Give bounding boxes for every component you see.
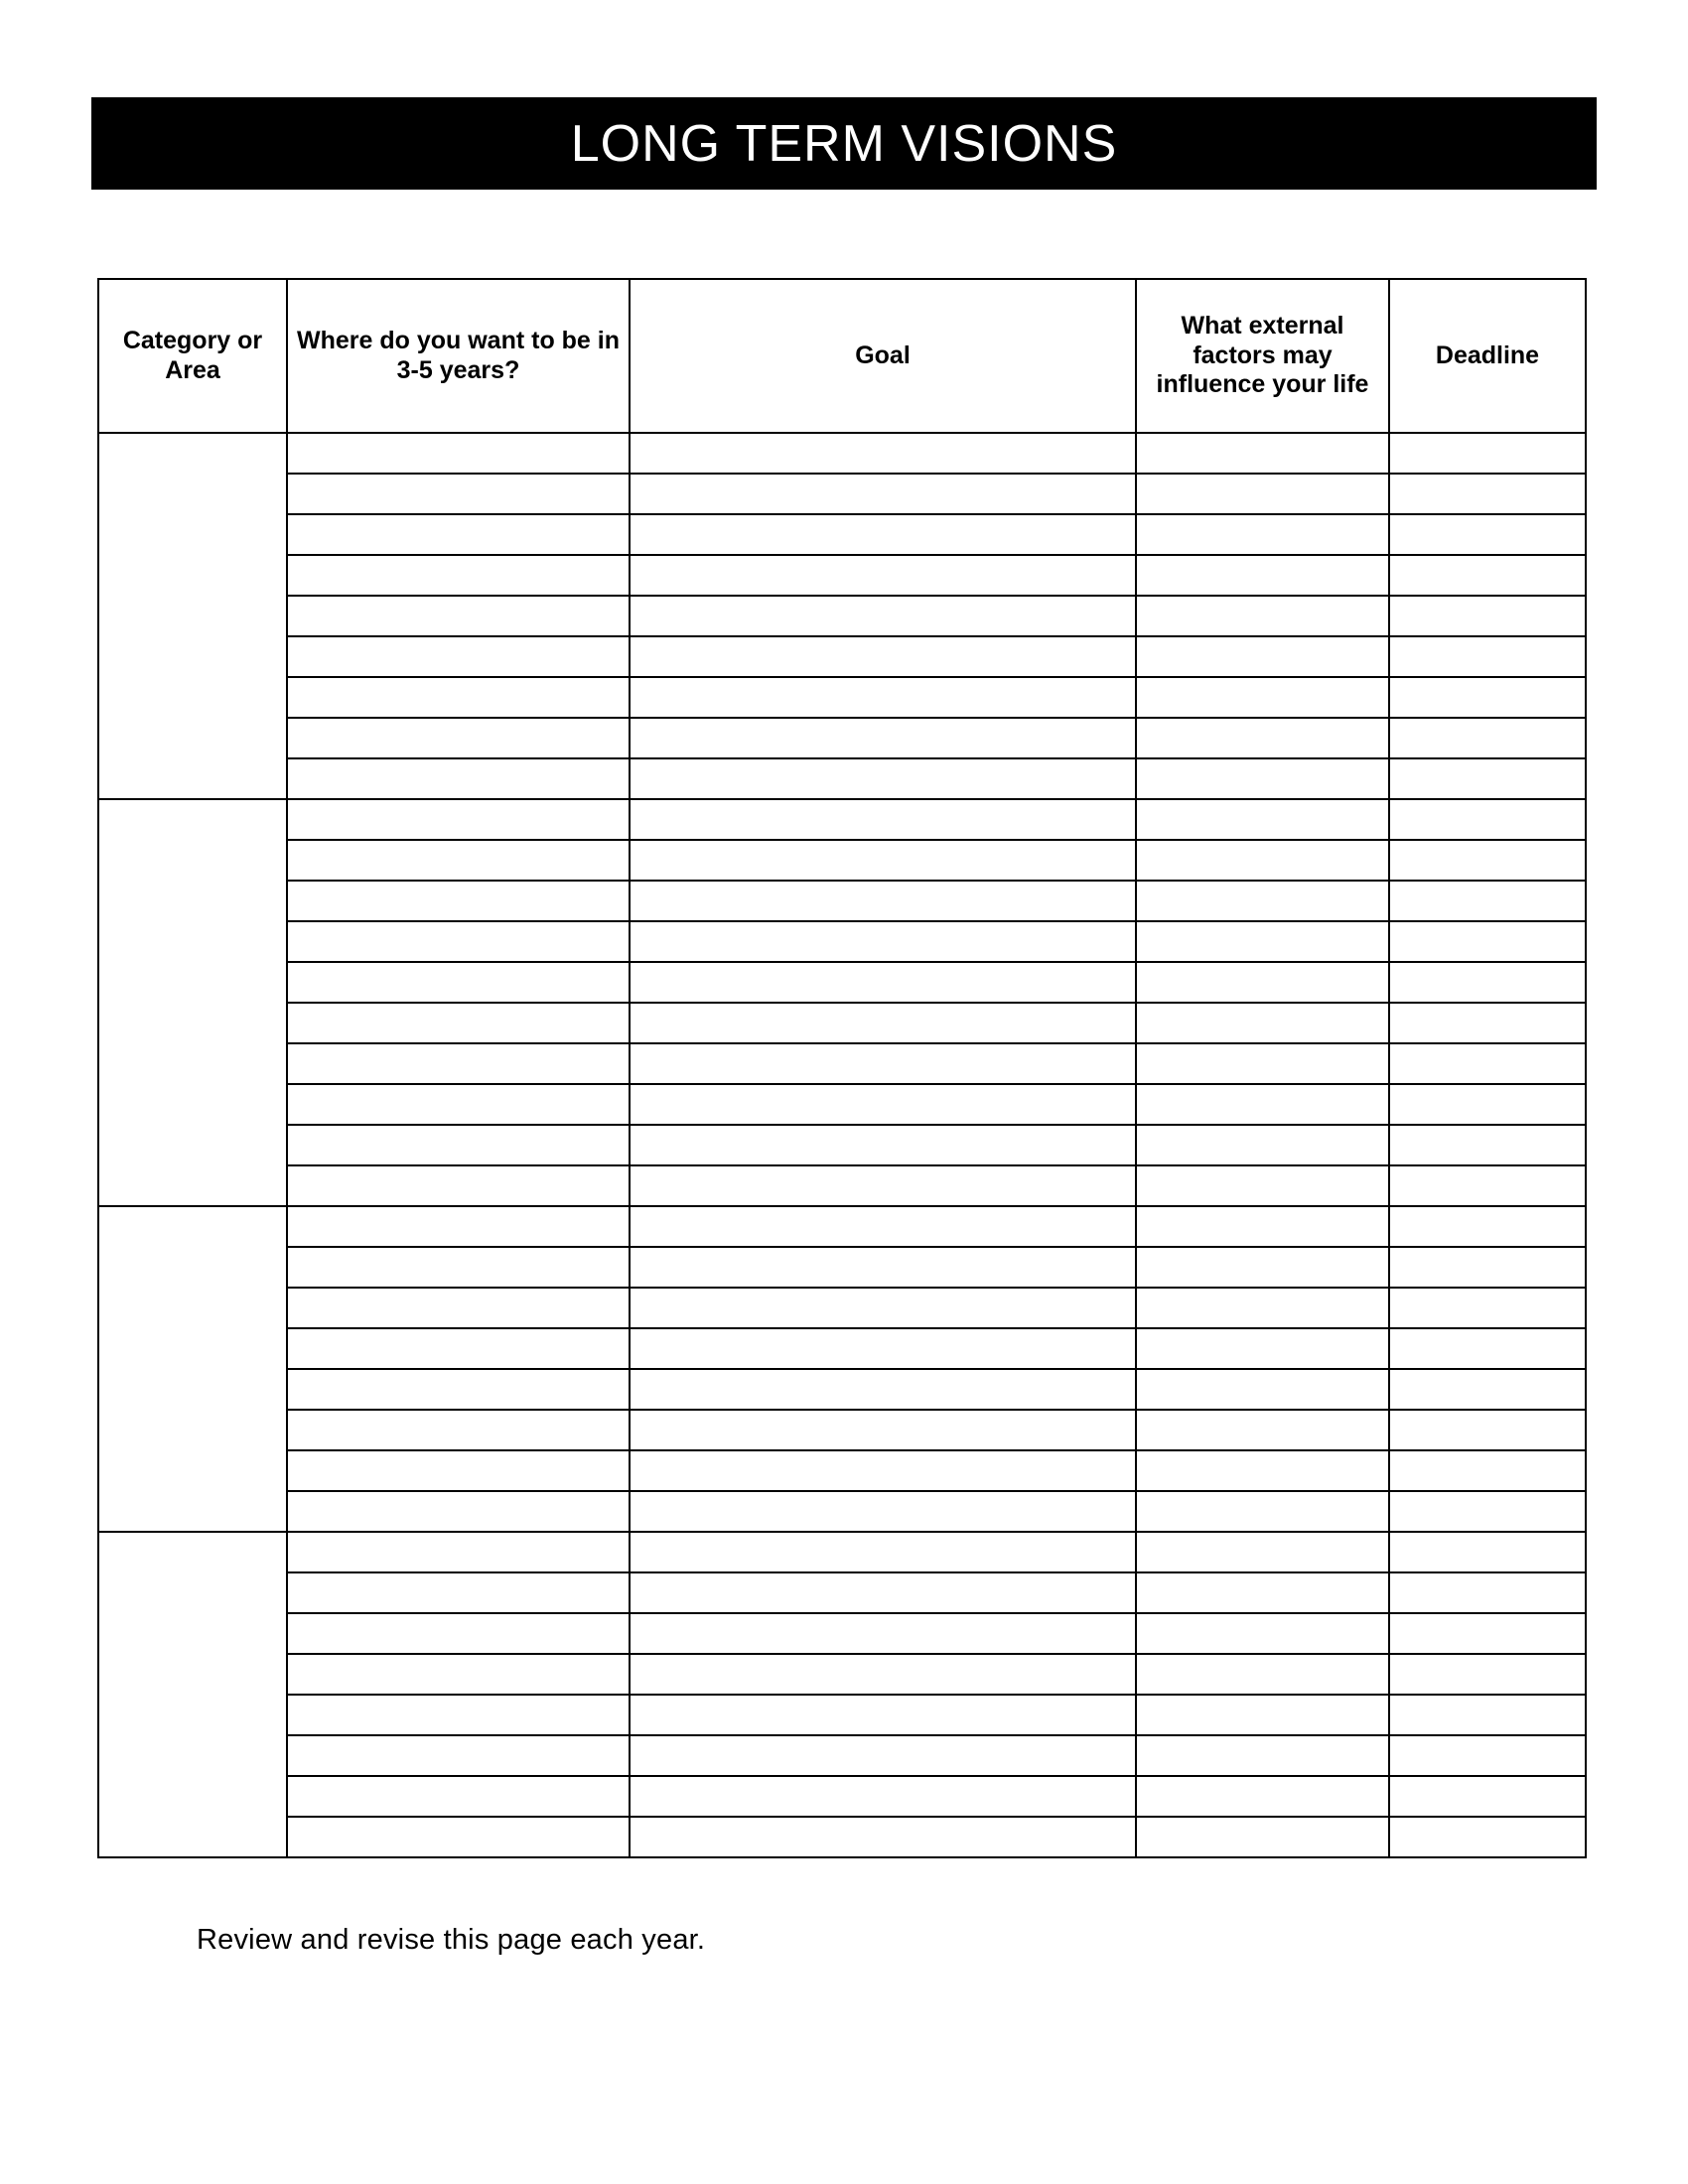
goal-cell[interactable] [630, 921, 1136, 962]
external-factors-cell[interactable] [1136, 840, 1389, 881]
where-cell[interactable] [287, 840, 630, 881]
category-cell[interactable] [98, 799, 287, 1206]
goal-cell[interactable] [630, 840, 1136, 881]
goal-cell[interactable] [630, 1654, 1136, 1695]
external-factors-cell[interactable] [1136, 1450, 1389, 1491]
footer-note: Review and revise this page each year. [197, 1924, 706, 1956]
goal-cell[interactable] [630, 1125, 1136, 1165]
column-header-deadline: Deadline [1389, 279, 1586, 433]
table-row [98, 514, 1586, 555]
table-row [98, 1410, 1586, 1450]
table-row [98, 1125, 1586, 1165]
deadline-cell[interactable] [1389, 1328, 1586, 1369]
goal-cell[interactable] [630, 514, 1136, 555]
goal-cell[interactable] [630, 799, 1136, 840]
where-cell[interactable] [287, 1165, 630, 1206]
page-title: LONG TERM VISIONS [570, 114, 1118, 173]
table-row [98, 962, 1586, 1003]
column-header-category: Category or Area [98, 279, 287, 433]
deadline-cell[interactable] [1389, 840, 1586, 881]
deadline-cell[interactable] [1389, 1288, 1586, 1328]
deadline-cell[interactable] [1389, 677, 1586, 718]
deadline-cell[interactable] [1389, 514, 1586, 555]
external-factors-cell[interactable] [1136, 1125, 1389, 1165]
external-factors-cell[interactable] [1136, 1695, 1389, 1735]
table-row [98, 1165, 1586, 1206]
external-factors-cell[interactable] [1136, 1247, 1389, 1288]
external-factors-cell[interactable] [1136, 962, 1389, 1003]
table-row [98, 1695, 1586, 1735]
table-row [98, 718, 1586, 758]
goal-cell[interactable] [630, 555, 1136, 596]
deadline-cell[interactable] [1389, 1247, 1586, 1288]
external-factors-cell[interactable] [1136, 1532, 1389, 1572]
where-cell[interactable] [287, 1084, 630, 1125]
external-factors-cell[interactable] [1136, 555, 1389, 596]
where-cell[interactable] [287, 1003, 630, 1043]
table-row [98, 1003, 1586, 1043]
table-row [98, 596, 1586, 636]
where-cell[interactable] [287, 1288, 630, 1328]
goal-cell[interactable] [630, 636, 1136, 677]
external-factors-cell[interactable] [1136, 1165, 1389, 1206]
column-header-goal: Goal [630, 279, 1136, 433]
external-factors-cell[interactable] [1136, 596, 1389, 636]
goal-cell[interactable] [630, 1084, 1136, 1125]
external-factors-cell[interactable] [1136, 1491, 1389, 1532]
where-cell[interactable] [287, 1491, 630, 1532]
deadline-cell[interactable] [1389, 555, 1586, 596]
table-row [98, 555, 1586, 596]
page-title-banner [91, 97, 1597, 190]
table-row [98, 1084, 1586, 1125]
goal-cell[interactable] [630, 1043, 1136, 1084]
deadline-cell[interactable] [1389, 636, 1586, 677]
long-term-visions-table [97, 278, 1587, 1858]
deadline-cell[interactable] [1389, 962, 1586, 1003]
deadline-cell[interactable] [1389, 1084, 1586, 1125]
where-cell[interactable] [287, 1450, 630, 1491]
deadline-cell[interactable] [1389, 1532, 1586, 1572]
external-factors-cell[interactable] [1136, 1654, 1389, 1695]
table-row [98, 1572, 1586, 1613]
external-factors-cell[interactable] [1136, 636, 1389, 677]
table-row [98, 1369, 1586, 1410]
deadline-cell[interactable] [1389, 1572, 1586, 1613]
goal-cell[interactable] [630, 1410, 1136, 1450]
where-cell[interactable] [287, 1206, 630, 1247]
where-cell[interactable] [287, 1613, 630, 1654]
deadline-cell[interactable] [1389, 758, 1586, 799]
deadline-cell[interactable] [1389, 1003, 1586, 1043]
where-cell[interactable] [287, 1247, 630, 1288]
goal-cell[interactable] [630, 1695, 1136, 1735]
deadline-cell[interactable] [1389, 1206, 1586, 1247]
goal-cell[interactable] [630, 718, 1136, 758]
where-cell[interactable] [287, 1369, 630, 1410]
deadline-cell[interactable] [1389, 1165, 1586, 1206]
table-row [98, 1288, 1586, 1328]
where-cell[interactable] [287, 677, 630, 718]
table-row [98, 474, 1586, 514]
deadline-cell[interactable] [1389, 921, 1586, 962]
goal-cell[interactable] [630, 1735, 1136, 1776]
goal-cell[interactable] [630, 962, 1136, 1003]
table-body [98, 433, 1586, 1857]
where-cell[interactable] [287, 555, 630, 596]
where-cell[interactable] [287, 636, 630, 677]
goal-cell[interactable] [630, 881, 1136, 921]
goal-cell[interactable] [630, 1247, 1136, 1288]
where-cell[interactable] [287, 881, 630, 921]
external-factors-cell[interactable] [1136, 474, 1389, 514]
goal-cell[interactable] [630, 596, 1136, 636]
goal-cell[interactable] [630, 1003, 1136, 1043]
where-cell[interactable] [287, 1735, 630, 1776]
where-cell[interactable] [287, 1410, 630, 1450]
deadline-cell[interactable] [1389, 1043, 1586, 1084]
where-cell[interactable] [287, 1654, 630, 1695]
external-factors-cell[interactable] [1136, 1817, 1389, 1857]
where-cell[interactable] [287, 1125, 630, 1165]
table-row [98, 1776, 1586, 1817]
goal-cell[interactable] [630, 677, 1136, 718]
table-row [98, 636, 1586, 677]
goal-cell[interactable] [630, 1165, 1136, 1206]
goal-cell[interactable] [630, 1817, 1136, 1857]
where-cell[interactable] [287, 921, 630, 962]
column-header-external-factors: What external factors may influence your life [1136, 279, 1389, 433]
table-row [98, 799, 1586, 840]
deadline-cell[interactable] [1389, 1817, 1586, 1857]
table-row [98, 1450, 1586, 1491]
table-header [98, 279, 1586, 433]
category-cell[interactable] [98, 1206, 287, 1532]
deadline-cell[interactable] [1389, 1735, 1586, 1776]
deadline-cell[interactable] [1389, 799, 1586, 840]
external-factors-cell[interactable] [1136, 881, 1389, 921]
deadline-cell[interactable] [1389, 433, 1586, 474]
external-factors-cell[interactable] [1136, 1410, 1389, 1450]
table-row [98, 1491, 1586, 1532]
goal-cell[interactable] [630, 1776, 1136, 1817]
table-row [98, 840, 1586, 881]
external-factors-cell[interactable] [1136, 1328, 1389, 1369]
external-factors-cell[interactable] [1136, 1776, 1389, 1817]
where-cell[interactable] [287, 1695, 630, 1735]
goal-cell[interactable] [630, 1328, 1136, 1369]
deadline-cell[interactable] [1389, 1125, 1586, 1165]
where-cell[interactable] [287, 758, 630, 799]
table-row [98, 1735, 1586, 1776]
where-cell[interactable] [287, 962, 630, 1003]
category-cell[interactable] [98, 433, 287, 799]
goal-cell[interactable] [630, 433, 1136, 474]
goal-cell[interactable] [630, 1369, 1136, 1410]
deadline-cell[interactable] [1389, 718, 1586, 758]
deadline-cell[interactable] [1389, 1776, 1586, 1817]
column-header-where: Where do you want to be in 3-5 years? [287, 279, 630, 433]
table-row [98, 1328, 1586, 1369]
goal-cell[interactable] [630, 758, 1136, 799]
external-factors-cell[interactable] [1136, 718, 1389, 758]
table-row [98, 881, 1586, 921]
goal-cell[interactable] [630, 1288, 1136, 1328]
table-row [98, 1206, 1586, 1247]
deadline-cell[interactable] [1389, 1613, 1586, 1654]
goal-cell[interactable] [630, 1532, 1136, 1572]
external-factors-cell[interactable] [1136, 1003, 1389, 1043]
deadline-cell[interactable] [1389, 881, 1586, 921]
external-factors-cell[interactable] [1136, 1572, 1389, 1613]
goal-cell[interactable] [630, 1613, 1136, 1654]
where-cell[interactable] [287, 596, 630, 636]
external-factors-cell[interactable] [1136, 758, 1389, 799]
deadline-cell[interactable] [1389, 1695, 1586, 1735]
deadline-cell[interactable] [1389, 596, 1586, 636]
goal-cell[interactable] [630, 1491, 1136, 1532]
external-factors-cell[interactable] [1136, 799, 1389, 840]
table-row [98, 1247, 1586, 1288]
deadline-cell[interactable] [1389, 1369, 1586, 1410]
table-row [98, 433, 1586, 474]
external-factors-cell[interactable] [1136, 1043, 1389, 1084]
where-cell[interactable] [287, 718, 630, 758]
table-row [98, 1532, 1586, 1572]
goal-cell[interactable] [630, 1572, 1136, 1613]
where-cell[interactable] [287, 799, 630, 840]
table-row [98, 1654, 1586, 1695]
category-cell[interactable] [98, 1532, 287, 1857]
external-factors-cell[interactable] [1136, 1735, 1389, 1776]
external-factors-cell[interactable] [1136, 1613, 1389, 1654]
external-factors-cell[interactable] [1136, 1369, 1389, 1410]
where-cell[interactable] [287, 514, 630, 555]
deadline-cell[interactable] [1389, 1491, 1586, 1532]
header-row [98, 279, 1586, 433]
deadline-cell[interactable] [1389, 474, 1586, 514]
where-cell[interactable] [287, 474, 630, 514]
external-factors-cell[interactable] [1136, 1206, 1389, 1247]
where-cell[interactable] [287, 1817, 630, 1857]
where-cell[interactable] [287, 1328, 630, 1369]
external-factors-cell[interactable] [1136, 1084, 1389, 1125]
external-factors-cell[interactable] [1136, 433, 1389, 474]
where-cell[interactable] [287, 433, 630, 474]
where-cell[interactable] [287, 1776, 630, 1817]
external-factors-cell[interactable] [1136, 514, 1389, 555]
goal-cell[interactable] [630, 474, 1136, 514]
table-row [98, 1613, 1586, 1654]
table-row [98, 1043, 1586, 1084]
deadline-cell[interactable] [1389, 1654, 1586, 1695]
where-cell[interactable] [287, 1043, 630, 1084]
table-row [98, 1817, 1586, 1857]
external-factors-cell[interactable] [1136, 1288, 1389, 1328]
deadline-cell[interactable] [1389, 1450, 1586, 1491]
goal-cell[interactable] [630, 1450, 1136, 1491]
goal-cell[interactable] [630, 1206, 1136, 1247]
where-cell[interactable] [287, 1572, 630, 1613]
table-row [98, 677, 1586, 718]
deadline-cell[interactable] [1389, 1410, 1586, 1450]
external-factors-cell[interactable] [1136, 677, 1389, 718]
table-row [98, 921, 1586, 962]
table-row [98, 758, 1586, 799]
external-factors-cell[interactable] [1136, 921, 1389, 962]
where-cell[interactable] [287, 1532, 630, 1572]
